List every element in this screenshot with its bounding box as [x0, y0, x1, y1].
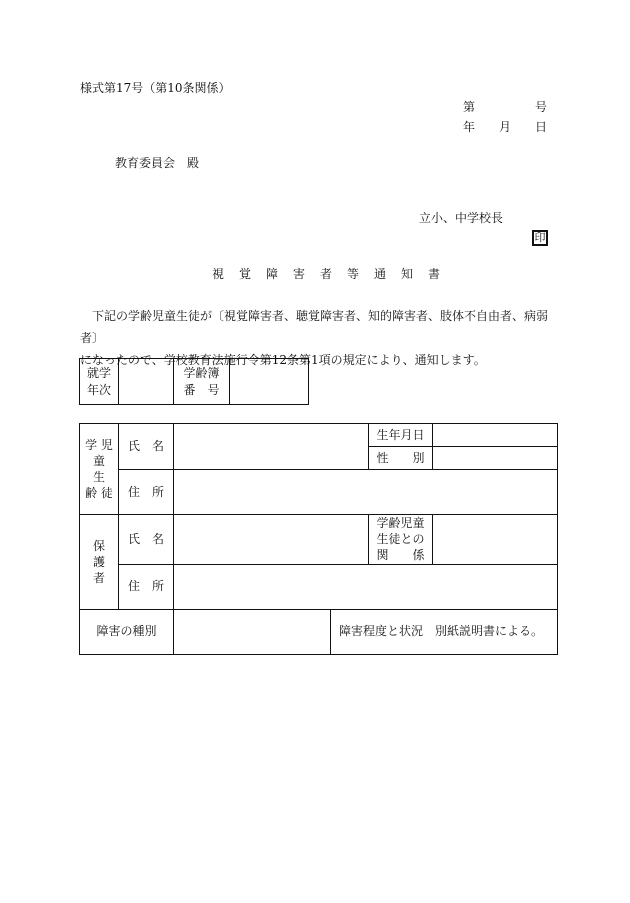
register-label-2: 番 号 — [183, 382, 220, 397]
guardian-name-label: 氏 名 — [119, 515, 174, 565]
gender-value[interactable] — [433, 447, 558, 470]
guardian-address-value[interactable] — [174, 564, 558, 609]
guardian-name-value[interactable] — [174, 515, 369, 565]
form-number: 様式第17号（第10条関係） — [80, 81, 231, 95]
relation-label-cell — [369, 515, 433, 565]
relation-label-3: 関 係 — [376, 548, 425, 563]
student-label-cell — [80, 424, 119, 515]
register-label-cell — [174, 359, 230, 405]
doc-number-go: 号 — [535, 100, 548, 114]
birth-value[interactable] — [433, 424, 558, 447]
sender: 立小、中学校長 — [419, 211, 504, 225]
date-month: 月 — [499, 120, 512, 134]
relation-label-2: 生徒との — [376, 532, 425, 547]
disability-degree-label: 障害程度と状況 別紙説明書による。 — [331, 609, 558, 654]
disability-type-value[interactable] — [174, 609, 331, 654]
guardian-label-3: 者 — [92, 570, 105, 585]
grade-register-table — [79, 358, 309, 405]
document-title: 視覚障害者等通知書 — [212, 267, 456, 281]
student-address-value[interactable] — [174, 470, 558, 515]
grade-label-cell — [80, 359, 119, 405]
body-line-1: 下記の学齢児童生徒が〔視覚障害者、聴覚障害者、知的障害者、肢体不自由者、病弱者〕 — [80, 309, 549, 345]
register-label-1: 学齢簿 — [183, 366, 220, 381]
guardian-label-cell — [80, 515, 119, 610]
grade-label-2: 年次 — [86, 382, 111, 397]
gender-label: 性 別 — [369, 447, 433, 470]
body-line-2: になったので、学校教育法施行令第12条第1項の規定により、通知します。 — [80, 353, 486, 367]
register-value-cell[interactable] — [230, 359, 309, 405]
doc-number-dai: 第 — [463, 100, 476, 114]
main-info-table — [79, 423, 558, 655]
student-address-label: 住 所 — [119, 470, 174, 515]
relation-value[interactable] — [433, 515, 558, 565]
birth-label: 生年月日 — [369, 424, 433, 447]
guardian-address-label: 住 所 — [119, 564, 174, 609]
student-label-2: 童 — [92, 453, 105, 468]
guardian-label-2: 護 — [92, 554, 105, 569]
seal-mark: 印 — [532, 230, 548, 246]
student-label-1: 学 児 — [85, 437, 113, 452]
disability-type-label: 障害の種別 — [80, 609, 174, 654]
student-name-value[interactable] — [174, 424, 369, 470]
student-label-3: 生 — [92, 470, 105, 484]
student-name-label: 氏 名 — [119, 424, 174, 470]
relation-label-1: 学齢児童 — [376, 516, 425, 530]
guardian-label-1: 保 — [92, 538, 105, 553]
addressee: 教育委員会 殿 — [115, 156, 200, 170]
grade-label-1: 就学 — [86, 366, 111, 381]
date-year: 年 — [463, 120, 476, 134]
student-label-4: 齢 徒 — [85, 486, 113, 501]
grade-value-cell[interactable] — [119, 359, 174, 405]
date-day: 日 — [535, 120, 548, 134]
